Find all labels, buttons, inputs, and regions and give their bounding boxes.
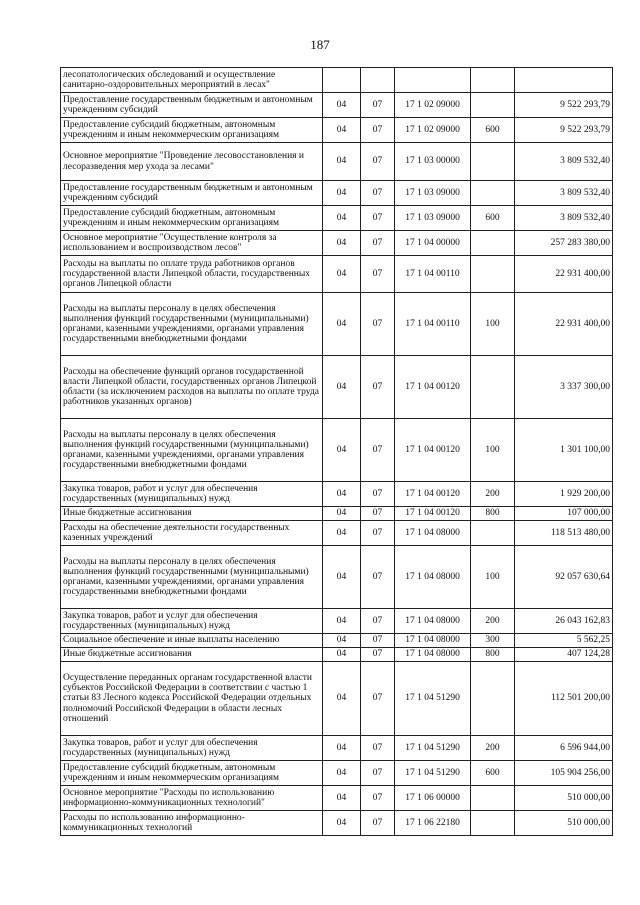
cell-expense-type: 600 (471, 761, 515, 786)
cell-expense-type (471, 143, 515, 181)
cell-subsection (361, 68, 395, 93)
cell-target-article: 17 1 04 51290 (395, 761, 471, 786)
cell-target-article: 17 1 04 00000 (395, 231, 471, 256)
cell-name: Социальное обеспечение и иные выплаты населению (61, 634, 323, 648)
cell-expense-type (471, 256, 515, 293)
cell-target-article: 17 1 04 00120 (395, 482, 471, 507)
cell-subsection: 07 (361, 419, 395, 482)
table-row (61, 256, 613, 293)
cell-target-article: 17 1 04 00120 (395, 356, 471, 419)
table-row (61, 736, 613, 761)
cell-expense-type (471, 662, 515, 736)
table-row (61, 293, 613, 356)
cell-amount: 9 522 293,79 (515, 93, 613, 118)
cell-subsection: 07 (361, 356, 395, 419)
cell-amount: 5 562,25 (515, 634, 613, 648)
budget-table (60, 67, 613, 836)
table-row (61, 507, 613, 521)
cell-target-article: 17 1 04 51290 (395, 736, 471, 761)
cell-amount: 6 596 944,00 (515, 736, 613, 761)
cell-subsection: 07 (361, 609, 395, 634)
cell-target-article (395, 68, 471, 93)
cell-target-article: 17 1 04 08000 (395, 609, 471, 634)
cell-amount: 510 000,00 (515, 811, 613, 836)
cell-amount: 26 043 162,83 (515, 609, 613, 634)
cell-section: 04 (323, 256, 361, 293)
cell-expense-type: 100 (471, 293, 515, 356)
cell-section: 04 (323, 521, 361, 546)
cell-name: Расходы по использованию информационно-коммуникационных технологий (61, 811, 323, 836)
cell-name: Закупка товаров, работ и услуг для обеспечения государственных (муниципальных) нужд (61, 609, 323, 634)
cell-expense-type: 600 (471, 206, 515, 231)
cell-name: Основное мероприятие "Расходы по использованию информационно-коммуникационных технологий" (61, 786, 323, 811)
cell-name: лесопатологических обследований и осуществление санитарно-оздоровительных мероприятий в лесах" (61, 68, 323, 93)
cell-expense-type: 800 (471, 507, 515, 521)
cell-amount: 510 000,00 (515, 786, 613, 811)
cell-section: 04 (323, 181, 361, 206)
cell-section: 04 (323, 609, 361, 634)
page-number: 187 (310, 37, 330, 52)
cell-name: Расходы на выплаты по оплате труда работников органов государственной власти Липецкой области, государственных органов Липецкой области (61, 256, 323, 293)
cell-amount: 3 809 532,40 (515, 181, 613, 206)
table-row (61, 662, 613, 736)
cell-section: 04 (323, 482, 361, 507)
cell-target-article: 17 1 06 22180 (395, 811, 471, 836)
cell-section: 04 (323, 662, 361, 736)
cell-name: Предоставление государственным бюджетным и автономным учреждениям субсидий (61, 93, 323, 118)
cell-amount: 3 809 532,40 (515, 206, 613, 231)
cell-expense-type: 200 (471, 482, 515, 507)
cell-subsection: 07 (361, 811, 395, 836)
cell-section: 04 (323, 648, 361, 662)
cell-target-article: 17 1 04 08000 (395, 546, 471, 609)
cell-target-article: 17 1 02 09000 (395, 118, 471, 143)
cell-amount: 3 809 532,40 (515, 143, 613, 181)
table-row (61, 356, 613, 419)
cell-expense-type: 600 (471, 118, 515, 143)
cell-section: 04 (323, 811, 361, 836)
cell-amount (515, 68, 613, 93)
cell-target-article: 17 1 03 00000 (395, 143, 471, 181)
cell-section: 04 (323, 546, 361, 609)
cell-expense-type (471, 811, 515, 836)
cell-name: Предоставление субсидий бюджетным, автономным учреждениям и иным некоммерческим организациям (61, 206, 323, 231)
cell-expense-type: 100 (471, 419, 515, 482)
cell-expense-type (471, 93, 515, 118)
cell-subsection: 07 (361, 507, 395, 521)
cell-section: 04 (323, 419, 361, 482)
cell-section: 04 (323, 231, 361, 256)
cell-section: 04 (323, 736, 361, 761)
cell-target-article: 17 1 03 09000 (395, 181, 471, 206)
cell-subsection: 07 (361, 206, 395, 231)
cell-amount: 22 931 400,00 (515, 256, 613, 293)
cell-expense-type (471, 68, 515, 93)
table-row (61, 811, 613, 836)
table-row (61, 181, 613, 206)
cell-section: 04 (323, 118, 361, 143)
cell-section: 04 (323, 634, 361, 648)
cell-target-article: 17 1 04 00110 (395, 293, 471, 356)
table-row (61, 521, 613, 546)
cell-amount: 92 057 630,64 (515, 546, 613, 609)
cell-amount: 407 124,28 (515, 648, 613, 662)
cell-amount: 1 929 200,00 (515, 482, 613, 507)
cell-section: 04 (323, 507, 361, 521)
cell-amount: 257 283 380,00 (515, 231, 613, 256)
cell-name: Расходы на обеспечение функций органов государственной власти Липецкой области, государственных органов Липецкой области (за исключением расходов на выплаты по оплате труда работников указанных органов) (61, 356, 323, 419)
cell-target-article: 17 1 04 08000 (395, 634, 471, 648)
cell-name: Расходы на выплаты персоналу в целях обеспечения выполнения функций государственными (муниципальными) органами, казенными учреждениями, органами управления государственными внебюджетными фондами (61, 419, 323, 482)
cell-name: Расходы на выплаты персоналу в целях обеспечения выполнения функций государственными (муниципальными) органами, казенными учреждениями, органами управления государственными внебюджетными фондами (61, 293, 323, 356)
cell-section: 04 (323, 356, 361, 419)
cell-section: 04 (323, 143, 361, 181)
cell-amount: 118 513 480,00 (515, 521, 613, 546)
table-row (61, 231, 613, 256)
cell-subsection: 07 (361, 736, 395, 761)
cell-name: Предоставление субсидий бюджетным, автономным учреждениям и иным некоммерческим организациям (61, 118, 323, 143)
cell-amount: 1 301 100,00 (515, 419, 613, 482)
budget-table-body (61, 68, 613, 836)
table-row (61, 609, 613, 634)
cell-target-article: 17 1 04 08000 (395, 521, 471, 546)
cell-target-article: 17 1 04 00120 (395, 419, 471, 482)
cell-target-article: 17 1 04 08000 (395, 648, 471, 662)
table-row (61, 118, 613, 143)
cell-subsection: 07 (361, 634, 395, 648)
table-row (61, 546, 613, 609)
cell-amount: 105 904 256,00 (515, 761, 613, 786)
cell-name: Расходы на выплаты персоналу в целях обеспечения выполнения функций государственными (муниципальными) органами, казенными учреждениями, органами управления государственными внебюджетными фондами (61, 546, 323, 609)
cell-subsection: 07 (361, 181, 395, 206)
table-row (61, 634, 613, 648)
cell-target-article: 17 1 02 09000 (395, 93, 471, 118)
table-row (61, 482, 613, 507)
table-row (61, 761, 613, 786)
table-row (61, 786, 613, 811)
cell-amount: 9 522 293,79 (515, 118, 613, 143)
cell-subsection: 07 (361, 231, 395, 256)
table-row (61, 143, 613, 181)
cell-subsection: 07 (361, 786, 395, 811)
cell-subsection: 07 (361, 256, 395, 293)
cell-amount: 112 501 200,00 (515, 662, 613, 736)
cell-subsection: 07 (361, 118, 395, 143)
cell-subsection: 07 (361, 93, 395, 118)
cell-subsection: 07 (361, 662, 395, 736)
cell-amount: 3 337 300,00 (515, 356, 613, 419)
cell-subsection: 07 (361, 546, 395, 609)
table-row (61, 68, 613, 93)
cell-target-article: 17 1 06 00000 (395, 786, 471, 811)
cell-subsection: 07 (361, 482, 395, 507)
cell-name: Предоставление субсидий бюджетным, автономным учреждениям и иным некоммерческим организациям (61, 761, 323, 786)
cell-subsection: 07 (361, 648, 395, 662)
cell-name: Основное мероприятие "Осуществление контроля за использованием и воспроизводством лесов" (61, 231, 323, 256)
cell-target-article: 17 1 03 09000 (395, 206, 471, 231)
table-row (61, 648, 613, 662)
cell-expense-type (471, 356, 515, 419)
cell-expense-type: 200 (471, 609, 515, 634)
cell-expense-type: 800 (471, 648, 515, 662)
cell-name: Расходы на обеспечение деятельности государственных казенных учреждений (61, 521, 323, 546)
cell-section: 04 (323, 786, 361, 811)
cell-section: 04 (323, 206, 361, 231)
cell-section: 04 (323, 93, 361, 118)
table-row (61, 93, 613, 118)
cell-expense-type (471, 786, 515, 811)
cell-target-article: 17 1 04 00120 (395, 507, 471, 521)
cell-target-article: 17 1 04 51290 (395, 662, 471, 736)
cell-subsection: 07 (361, 521, 395, 546)
cell-section: 04 (323, 761, 361, 786)
cell-expense-type (471, 181, 515, 206)
table-row (61, 206, 613, 231)
cell-name: Предоставление государственным бюджетным и автономным учреждениям субсидий (61, 181, 323, 206)
cell-name: Основное мероприятие "Проведение лесовосстановления и лесоразведения мер ухода за лесами" (61, 143, 323, 181)
cell-expense-type: 300 (471, 634, 515, 648)
cell-amount: 107 000,00 (515, 507, 613, 521)
cell-section (323, 68, 361, 93)
cell-expense-type: 100 (471, 546, 515, 609)
cell-subsection: 07 (361, 761, 395, 786)
cell-amount: 22 931 400,00 (515, 293, 613, 356)
cell-name: Осуществление переданных органам государственной власти субъектов Российской Федерации в соответствии с частью 1 статьи 83 Лесного кодекса Российской Федерации отдельных полномочий Российской Федерации в области лесных отношений (61, 662, 323, 736)
cell-expense-type: 200 (471, 736, 515, 761)
cell-subsection: 07 (361, 293, 395, 356)
cell-expense-type (471, 521, 515, 546)
cell-expense-type (471, 231, 515, 256)
cell-subsection: 07 (361, 143, 395, 181)
cell-target-article: 17 1 04 00110 (395, 256, 471, 293)
cell-section: 04 (323, 293, 361, 356)
cell-name: Закупка товаров, работ и услуг для обеспечения государственных (муниципальных) нужд (61, 482, 323, 507)
table-row (61, 419, 613, 482)
cell-name: Иные бюджетные ассигнования (61, 648, 323, 662)
cell-name: Иные бюджетные ассигнования (61, 507, 323, 521)
cell-name: Закупка товаров, работ и услуг для обеспечения государственных (муниципальных) нужд (61, 736, 323, 761)
